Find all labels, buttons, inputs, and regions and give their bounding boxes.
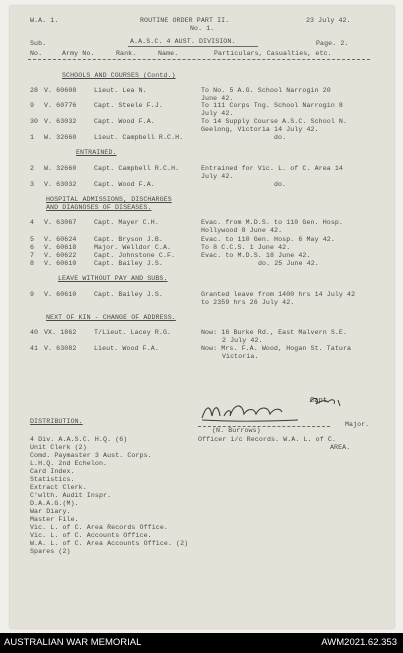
signatory-rank: Major. — [345, 421, 370, 428]
entry-sub: 8 — [30, 260, 35, 267]
entry-particulars: To 14 Supply Course A.S.C. School N. — [201, 118, 348, 125]
entry-name: Capt. Wood F.A. — [94, 118, 155, 125]
section-entrained: ENTRAINED. — [76, 149, 117, 156]
entry-sub: 6 — [30, 244, 35, 251]
entry-sub: 9 — [30, 291, 35, 298]
distribution-item: Statistics. — [30, 476, 75, 483]
entry-name: Capt. Johnstone C.F. — [94, 252, 176, 259]
entry-particulars: To 111 Corps Tng. School Narrogin 8 — [201, 102, 343, 109]
entry-army-no: V. 60610 — [44, 291, 77, 298]
entry-army-no: V. 63067 — [44, 219, 77, 226]
page-number: Page. 2. — [316, 40, 349, 47]
distribution-item: L.H.Q. 2nd Echelon. — [30, 460, 108, 467]
footer-accession-number: AWM2021.62.353 — [321, 637, 397, 648]
section-leave: LEAVE WITHOUT PAY AND SUBS. — [58, 275, 168, 282]
entry-army-no: VX. 1862 — [44, 329, 77, 336]
entry-name: Capt. Bailey J.S. — [94, 260, 163, 267]
col-particulars: Particulars, Casualties, etc. — [214, 50, 332, 57]
entry-particulars: do. — [274, 181, 287, 188]
entry-army-no: V. 60624 — [44, 236, 77, 243]
doc-title: ROUTINE ORDER PART II. — [140, 17, 230, 24]
entry-name: Lieut. Wood F.A. — [94, 345, 159, 352]
section-schools: SCHOOLS AND COURSES (Contd.) — [62, 72, 176, 79]
distribution-item: Extract Clerk. — [30, 484, 87, 491]
signatory-name: (N. Burrows) — [212, 427, 261, 434]
entry-army-no: V. 63082 — [44, 345, 77, 352]
entry-particulars-cont: July 42. — [201, 173, 234, 180]
entry-name: T/Lieut. Lacey R.G. — [94, 329, 172, 336]
entry-army-no: V. 63032 — [44, 118, 77, 125]
doc-ref: W.A. 1. — [30, 17, 59, 24]
entry-sub: 41 — [30, 345, 39, 352]
capt-annotation: Capt — [310, 397, 328, 405]
col-name: Name. — [158, 50, 179, 57]
distribution-item: Spares (2) — [30, 548, 71, 555]
entry-particulars: To No. 5 A.G. School Narrogin 20 — [201, 87, 331, 94]
distribution-item: D.A.A.G.(M). — [30, 500, 79, 507]
entry-particulars: Now: Mrs. F.A. Wood, Hogan St. Tatura — [201, 345, 352, 352]
entry-army-no: V. 60622 — [44, 252, 77, 259]
entry-particulars-cont: Victoria. — [222, 353, 259, 360]
col-no: No. — [30, 50, 43, 57]
doc-date: 23 July 42. — [306, 17, 351, 24]
distribution-item: Vic. L. of C. Area Records Office. — [30, 524, 168, 531]
entry-army-no: V. 63032 — [44, 181, 77, 188]
distribution-heading: DISTRIBUTION. — [30, 418, 83, 425]
entry-name: Major. Welldor C.A. — [94, 244, 172, 251]
entry-particulars: Granted leave from 1400 hrs 14 July 42 — [201, 291, 356, 298]
entry-army-no: V. 60608 — [44, 87, 77, 94]
entry-particulars: Evac. to M.D.S. 18 June 42. — [201, 252, 311, 259]
entry-name: Capt. Bailey J.S. — [94, 291, 163, 298]
entry-name: Capt. Wood F.A. — [94, 181, 155, 188]
entry-particulars: Evac. to 110 Gen. Hosp. 6 May 42. — [201, 236, 335, 243]
entry-sub: 30 — [30, 118, 39, 125]
distribution-item: 4 Div. A.A.S.C. H.Q. (6) — [30, 436, 128, 443]
entry-particulars: Entrained for Vic. L. of C. Area 14 — [201, 165, 343, 172]
section-hospital: HOSPITAL ADMISSIONS, DISCHARGES — [46, 196, 172, 203]
entry-sub: 28 — [30, 87, 39, 94]
col-rank: Rank. — [116, 50, 137, 57]
signatory-office: Officer i/c Records. W.A. L. of C. — [198, 436, 336, 443]
distribution-item: Card Index. — [30, 468, 75, 475]
entry-army-no: W. 32660 — [44, 165, 77, 172]
entry-particulars: do. 25 June 42. — [258, 260, 319, 267]
unit-heading: A.A.S.C. 4 AUST. DIVISION. — [130, 38, 236, 45]
entry-sub: 40 — [30, 329, 39, 336]
distribution-item: Master File. — [30, 516, 79, 523]
entry-sub: 4 — [30, 219, 35, 226]
entry-name: Lieut. Lea N. — [94, 87, 147, 94]
archive-footer — [0, 633, 403, 653]
entry-army-no: V. 60610 — [44, 260, 77, 267]
entry-sub: 5 — [30, 236, 35, 243]
entry-particulars-cont: June 42. — [201, 95, 234, 102]
entry-particulars: To 8 C.C.S. 1 June 42. — [201, 244, 291, 251]
entry-particulars: Now: 16 Burke Rd., East Malvern S.E. — [201, 329, 348, 336]
entry-particulars-cont: July 42. — [201, 110, 234, 117]
entry-army-no: W. 32660 — [44, 134, 77, 141]
col-army-no: Army No. — [62, 50, 95, 57]
entry-name: Lieut. Campbell R.C.H. — [94, 134, 184, 141]
entry-particulars-cont: Hollywood 8 June 42. — [201, 227, 283, 234]
entry-sub: 2 — [30, 165, 35, 172]
unit-underline — [128, 46, 258, 47]
entry-particulars: do. — [274, 134, 287, 141]
handwritten-signature — [198, 392, 358, 426]
entry-particulars: Evac. from M.D.S. to 110 Gen. Hosp. — [201, 219, 343, 226]
order-number: No. 1. — [190, 25, 215, 32]
section-hospital-cont: AND DIAGNOSES OF DISEASES. — [46, 204, 152, 211]
entry-sub: 3 — [30, 181, 35, 188]
entry-particulars-cont: 2 July 42. — [222, 337, 263, 344]
entry-army-no: V. 60618 — [44, 244, 77, 251]
entry-sub: 7 — [30, 252, 35, 259]
distribution-item: War Diary. — [30, 508, 71, 515]
entry-particulars-cont: Geelong, Victoria 14 July 42. — [201, 126, 319, 133]
entry-sub: 1 — [30, 134, 35, 141]
entry-sub: 9 — [30, 102, 35, 109]
distribution-item: Unit Clerk (2) — [30, 444, 87, 451]
entry-army-no: V. 60776 — [44, 102, 77, 109]
footer-institution: AUSTRALIAN WAR MEMORIAL — [4, 637, 142, 648]
entry-name: Capt. Steele F.J. — [94, 102, 163, 109]
distribution-item: W.A. L. of C. Area Accounts Office. (2) — [30, 540, 189, 547]
distribution-item: C'wlth. Audit Inspr. — [30, 492, 112, 499]
section-next-of-kin: NEXT OF KIN - CHANGE OF ADDRESS. — [46, 314, 176, 321]
entry-name: Capt. Campbell R.C.H. — [94, 165, 180, 172]
header-rule — [28, 59, 370, 60]
distribution-item: Comd. Paymaster 3 Aust. Corps. — [30, 452, 152, 459]
distribution-item: Vic. L. of C. Accounts Office. — [30, 532, 152, 539]
entry-name: Capt. Mayer C.H. — [94, 219, 159, 226]
entry-name: Capt. Bryson J.B. — [94, 236, 163, 243]
entry-particulars-cont: to 2359 hrs 26 July 42. — [201, 299, 295, 306]
signatory-office-area: AREA. — [330, 444, 351, 451]
col-sub: Sub. — [30, 40, 47, 47]
